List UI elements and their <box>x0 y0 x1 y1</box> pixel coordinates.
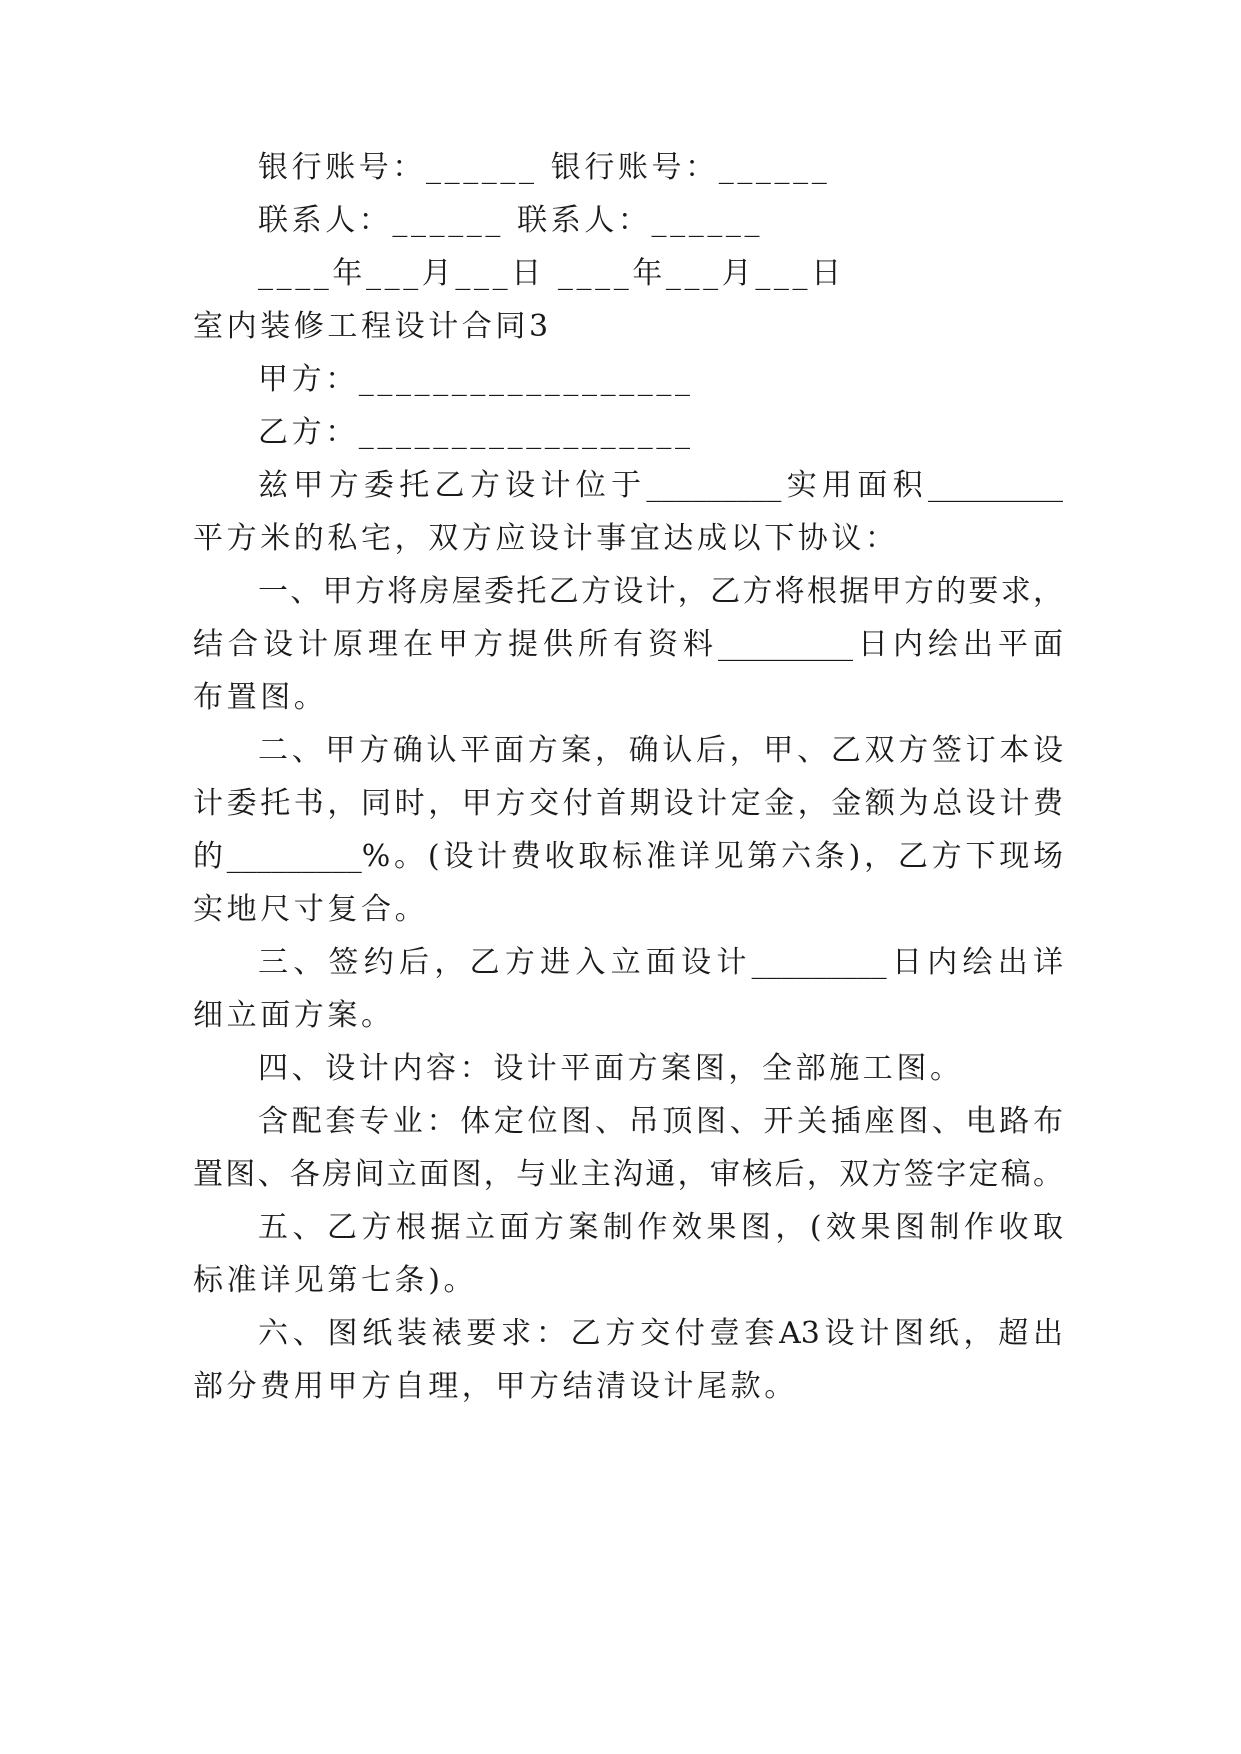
clause-6-line-2: 部分费用甲方自理，甲方结清设计尾款。 <box>193 1369 798 1404</box>
clause-2-line-1: 二、甲方确认平面方案，确认后，甲、乙双方签订本设 <box>258 733 1063 768</box>
contact-person-line: 联系人：______ 联系人：______ <box>258 203 764 238</box>
clause-2-line-2: 计委托书，同时，甲方交付首期设计定金，金额为总设计费 <box>193 786 1063 821</box>
date-line: ____年___月___日 ____年___月___日 <box>258 256 845 291</box>
clause-3-line-2: 细立面方案。 <box>193 998 395 1033</box>
clause-4-line-3: 置图、各房间立面图，与业主沟通，审核后，双方签字定稿。 <box>193 1157 1063 1192</box>
clause-2-line-3: 的_________%。(设计费收取标准详见第六条)，乙方下现场 <box>193 839 1063 874</box>
preamble-line-2: 平方米的私宅，双方应设计事宜达成以下协议： <box>193 521 899 556</box>
clause-4-line-1: 四、设计内容：设计平面方案图，全部施工图。 <box>258 1051 964 1086</box>
preamble-line-1: 兹甲方委托乙方设计位于_________实用面积_________ <box>258 468 1063 503</box>
clause-4-line-2: 含配套专业：体定位图、吊顶图、开关插座图、电路布 <box>258 1104 1063 1139</box>
party-a-line: 甲方：__________________ <box>258 362 694 397</box>
party-b-line: 乙方：__________________ <box>258 415 694 450</box>
clause-1-line-2: 结合设计原理在甲方提供所有资料_________日内绘出平面 <box>193 627 1063 662</box>
clause-3-line-1: 三、签约后，乙方进入立面设计_________日内绘出详 <box>258 945 1063 980</box>
clause-2-line-4: 实地尺寸复合。 <box>193 892 429 927</box>
clause-1-line-3: 布置图。 <box>193 680 328 715</box>
clause-6-line-1: 六、图纸装裱要求：乙方交付壹套A3设计图纸，超出 <box>258 1316 1063 1351</box>
contract-title: 室内装修工程设计合同3 <box>193 309 552 344</box>
clause-1-line-1: 一、甲方将房屋委托乙方设计，乙方将根据甲方的要求， <box>258 574 1063 609</box>
clause-5-line-1: 五、乙方根据立面方案制作效果图，(效果图制作收取 <box>258 1210 1063 1245</box>
clause-5-line-2: 标准详见第七条)。 <box>193 1263 478 1298</box>
bank-account-line: 银行账号：______ 银行账号：______ <box>258 150 831 185</box>
